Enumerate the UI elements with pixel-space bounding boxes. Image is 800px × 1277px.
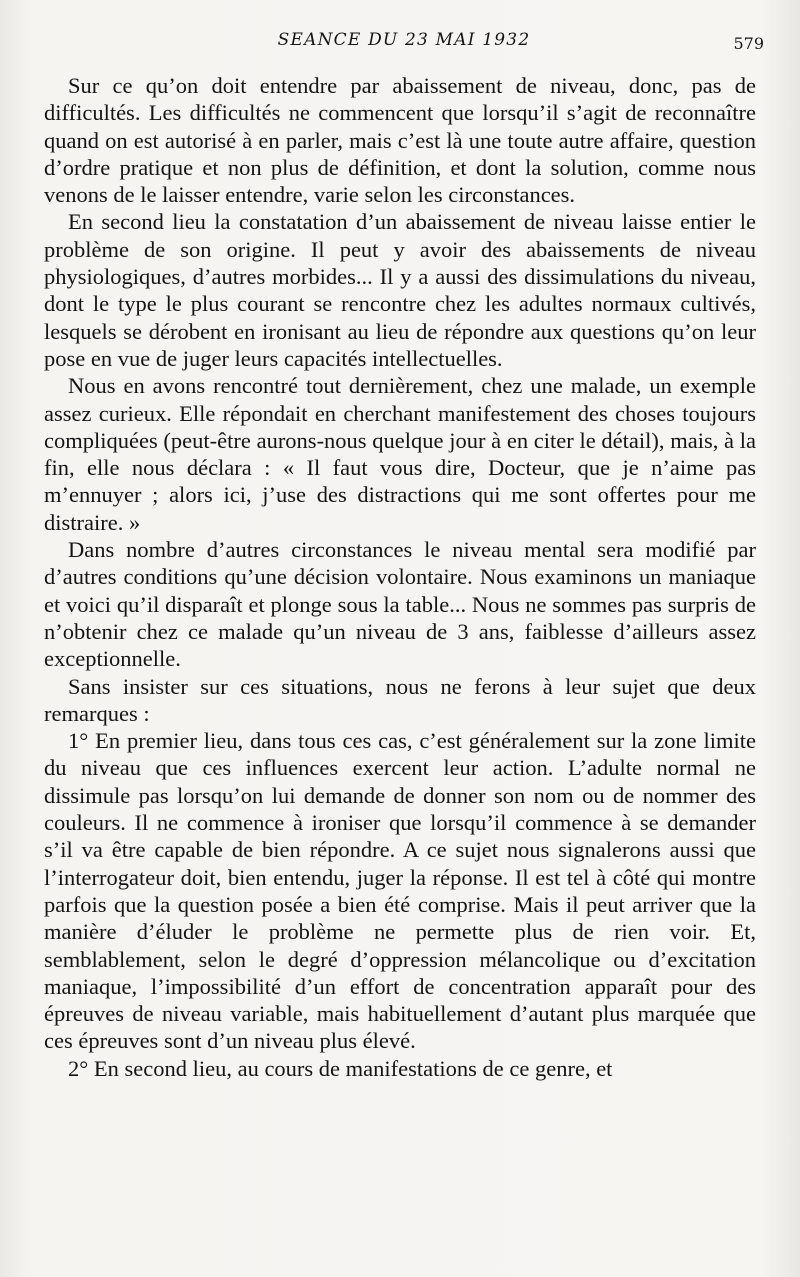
paragraph-2: En second lieu la constatation d’un abaissement de niveau laisse entier le problème de son origine. Il peut y avoir des abaissements de niveau physiologiques, d’autres morbides... Il y a aussi des dissimulations du niveau, dont le type le plus courant se rencontre chez les adultes normaux cultivés, lesquels se dérobent en ironisant au lieu de répondre aux questions qu’on leur pose en vue de juger leurs capacités intellectuelles. [44,209,756,371]
paragraph-5: Sans insister sur ces situations, nous ne ferons à leur sujet que deux remarques : [44,673,756,726]
running-title: SEANCE DU 23 MAI 1932 [277,30,531,50]
page-body [44,72,756,1082]
paragraph-4: Dans nombre d’autres circonstances le niveau mental sera modifié par d’autres conditions qu’une décision volontaire. Nous examinons un maniaque et voici qu’il disparaît et plonge sous la table... Nous ne sommes pas surpris de n’obtenir chez ce malade qu’un niveau de 3 ans, faiblesse d’ailleurs assez exceptionnelle. [44,537,756,672]
paragraph-1: Sur ce qu’on doit entendre par abaissement de niveau, donc, pas de difficultés. Les difficultés ne commencent que lorsqu’il s’agit de reconnaître quand on est autorisé à en parler, mais c’est là une toute autre affaire, question d’ordre pratique et non plus de définition, et dont la solution, comme nous venons de le laisser entendre, varie selon les circonstances. [44,73,756,208]
paragraph-6: 1° En premier lieu, dans tous ces cas, c’est généralement sur la zone limite du niveau que ces influences exercent leur action. L’adulte normal ne dissimule pas lorsqu’on lui demande de donner son nom ou de nommer des couleurs. Il ne commence à ironiser que lorsqu’il commence à se demander s’il va être capable de bien répondre. A ce sujet nous signalerons aussi que l’interrogateur doit, bien entendu, juger la réponse. Il est tel à côté qui montre parfois que la question posée a bien été comprise. Mais il peut arriver que la manière d’éluder le problème ne permette plus de rien voir. Et, semblablement, selon le degré d’oppression mélancolique ou d’excitation maniaque, l’impossibilité d’un effort de concentration apparaît pour des épreuves de niveau variable, mais habituellement d’autant plus marquée que ces épreuves sont d’un niveau plus élevé. [44,728,756,1054]
paragraph-7: 2° En second lieu, au cours de manifestations de ce genre, et [68,1055,613,1081]
page-number: 579 [733,34,764,53]
paragraph-3: Nous en avons rencontré tout dernièrement, chez une malade, un exemple assez curieux. Elle répondait en cherchant manifestement des choses toujours compliquées (peut-être aurons-nous quelque jour à en citer le détail), mais, à la fin, elle nous déclara : « Il faut vous dire, Docteur, que je n’aime pas m’ennuyer ; alors ici, j’use des distractions qui me sont offertes pour me distraire. » [44,373,756,535]
running-header [44,30,764,60]
